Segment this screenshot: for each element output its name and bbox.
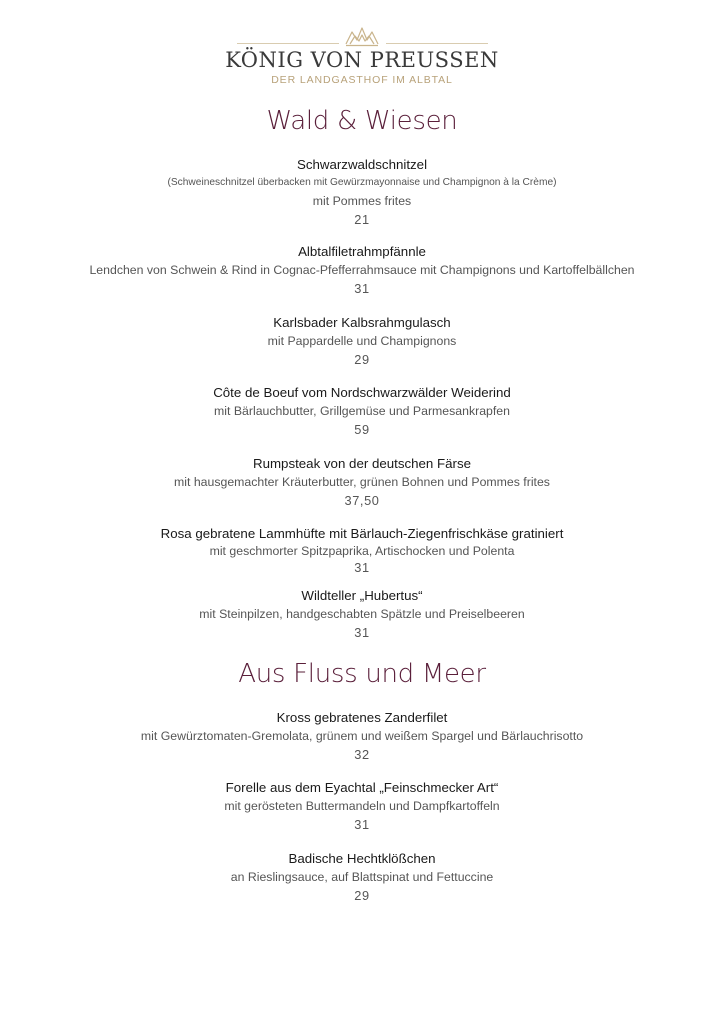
dish-name: Côte de Boeuf vom Nordschwarzwälder Weiderind	[213, 385, 511, 400]
dish-price: 31	[354, 817, 370, 832]
dish-cote-de-boeuf	[0, 383, 724, 440]
dish-description: mit Steinpilzen, handgeschabten Spätzle und Preiselbeeren	[199, 607, 525, 621]
crown-icon	[344, 26, 380, 48]
dish-name: Albtalfiletrahmpfännle	[298, 244, 426, 259]
dish-albtalfiletrahmpfaennle	[0, 242, 724, 299]
dish-description: mit Pappardelle und Champignons	[267, 334, 457, 348]
dish-name: Badische Hechtklößchen	[288, 851, 436, 866]
dish-price: 31	[354, 625, 370, 640]
dish-wildteller-hubertus	[0, 586, 724, 643]
dish-price: 37,50	[344, 493, 380, 508]
dish-description: mit Bärlauchbutter, Grillgemüse und Parmesankrapfen	[214, 404, 510, 418]
dish-name: Wildteller „Hubertus“	[301, 588, 423, 603]
dish-description: mit gerösteten Buttermandeln und Dampfkartoffeln	[224, 799, 500, 813]
dish-hechtkloesschen	[0, 849, 724, 906]
dish-lammhuefte	[0, 524, 724, 577]
dish-price: 21	[354, 212, 370, 227]
dish-description: Lendchen von Schwein & Rind in Cognac-Pfefferrahmsauce mit Champignons und Kartoffelbällchen	[89, 263, 635, 277]
dish-name: Schwarzwaldschnitzel	[296, 157, 428, 172]
dish-price: 31	[354, 281, 370, 296]
section-title-fluss-meer: Aus Fluss und Meer	[238, 659, 486, 689]
dish-name: Rosa gebratene Lammhüfte mit Bärlauch-Ziegenfrischkäse gratiniert	[160, 526, 564, 541]
dish-description: mit Pommes frites	[312, 194, 412, 208]
logo-rule-right	[386, 43, 488, 44]
dish-description: mit hausgemachter Kräuterbutter, grünen Bohnen und Pommes frites	[174, 475, 550, 489]
dish-name: Rumpsteak von der deutschen Färse	[252, 456, 472, 471]
dish-rumpsteak	[0, 454, 724, 511]
dish-price: 31	[354, 560, 370, 575]
dish-name: Karlsbader Kalbsrahmgulasch	[273, 315, 451, 330]
dish-price: 29	[354, 352, 370, 367]
dish-zanderfilet	[0, 708, 724, 765]
dish-note: (Schweineschnitzel überbacken mit Gewürzmayonnaise und Champignon à la Crème)	[167, 177, 557, 188]
dish-description: an Rieslingsauce, auf Blattspinat und Fettuccine	[230, 870, 494, 884]
dish-price: 29	[354, 888, 370, 903]
dish-karlsbader-kalbsrahmgulasch	[0, 313, 724, 370]
dish-description: mit Gewürztomaten-Gremolata, grünem und weißem Spargel und Bärlauchrisotto	[140, 729, 584, 743]
dish-name: Kross gebratenes Zanderfilet	[276, 710, 448, 725]
brand-tagline: DER LANDGASTHOF IM ALBTAL	[271, 74, 453, 86]
logo-rule-left	[237, 43, 339, 44]
dish-name: Forelle aus dem Eyachtal „Feinschmecker Art“	[225, 780, 499, 795]
section-title-wald-wiesen: Wald & Wiesen	[266, 106, 458, 136]
brand-name: KÖNIG VON PREUSSEN	[225, 48, 499, 72]
dish-description: mit geschmorter Spitzpaprika, Artischocken und Polenta	[209, 544, 515, 558]
dish-schwarzwaldschnitzel	[0, 155, 724, 230]
dish-forelle	[0, 778, 724, 835]
dish-price: 32	[354, 747, 370, 762]
dish-price: 59	[354, 422, 370, 437]
